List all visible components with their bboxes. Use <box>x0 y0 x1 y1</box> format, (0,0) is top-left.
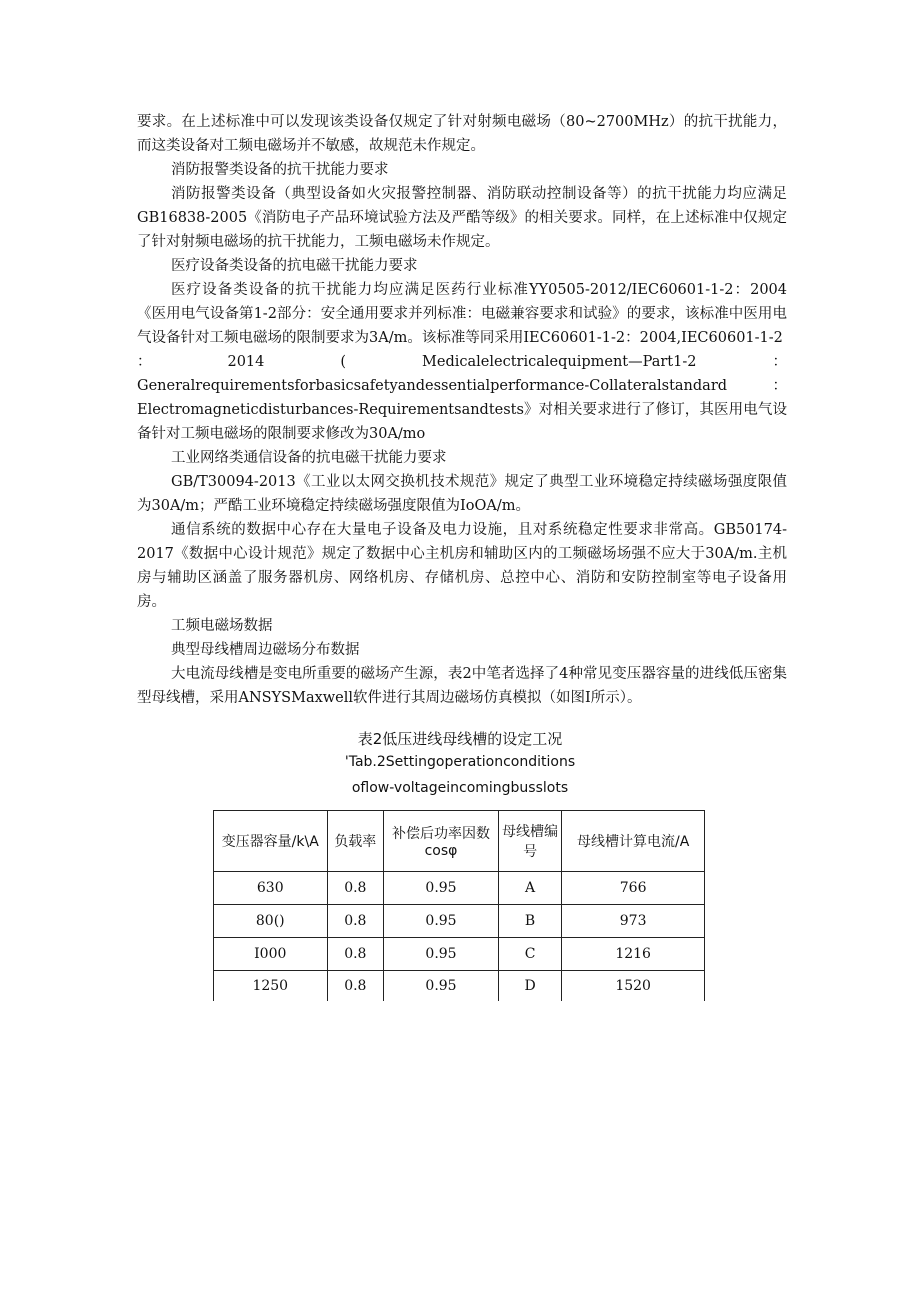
paragraph-data-center: 通信系统的数据中心存在大量电子设备及电力设施，且对系统稳定性要求非常高。GB50174-2017《数据中心设计规范》规定了数据中心主机房和辅助区内的工频磁场场强不应大于30A∕m.主机房与辅助区涵盖了服务器机房、网络机房、存储机房、总控中心、消防和安防控制室等电子设备用房。 <box>137 522 787 610</box>
paragraph-industrial-network: GB/T30094-2013《工业以太网交换机技术规范》规定了典型工业环境稳定持续磁场强度限值为30A/m；严酷工业环境稳定持续磁场强度限值为IoOA/m。 <box>137 474 787 514</box>
table-caption-cn: 表2低压进线母线槽的设定工况 <box>357 730 563 748</box>
table-cell: 0.95 <box>384 938 499 971</box>
table-cell: 0.95 <box>384 872 499 905</box>
table-cell: 766 <box>562 872 705 905</box>
paragraph-medical-end: Electromagneticdisturbances-Requirementsandtests》对相关要求进行了修订，其医用电气设备针对工频电磁场的限制要求修改为30A∕mo <box>137 402 787 442</box>
table-header: 母线槽编 号 <box>498 811 561 872</box>
table-cell: 0.8 <box>327 938 384 971</box>
table-cell: D <box>498 971 561 1002</box>
table-cell: 0.8 <box>327 872 384 905</box>
table-header: 负载率 <box>327 811 384 872</box>
heading-power-frequency-data: 工频电磁场数据 <box>171 618 273 634</box>
table-cell: 630 <box>214 872 328 905</box>
table-header: 母线槽计算电流/A <box>562 811 705 872</box>
table-header-row <box>214 811 705 872</box>
paragraph-busbar: 大电流母线槽是变电所重要的磁场产生源，表2中笔者选择了4种常见变压器容量的进线低压密集型母线槽，采用ANSYSMaxwell软件进行其周边磁场仿真模拟（如图I所示）。 <box>137 666 787 706</box>
table-cell: 1216 <box>562 938 705 971</box>
table-row <box>214 905 705 938</box>
table-row <box>214 971 705 1002</box>
paragraph-medical-line5: Generalrequirementsforbasicsafetyandessentialperformance-Collateralstandard ： <box>137 378 787 394</box>
busbar-conditions-table <box>213 810 705 1001</box>
table-caption-en-1: 'Tab.2Settingoperationconditions <box>344 754 576 770</box>
table-caption-en-2: oflow-voltageincomingbusslots <box>351 780 569 796</box>
heading-fire-alarm: 消防报警类设备的抗干扰能力要求 <box>171 162 389 178</box>
table-row <box>214 938 705 971</box>
table-cell: 0.8 <box>327 905 384 938</box>
table-cell: 973 <box>562 905 705 938</box>
table-row <box>214 872 705 905</box>
table-cell: B <box>498 905 561 938</box>
table-cell: 0.95 <box>384 905 499 938</box>
table-header: 补偿后功率因数 cosφ <box>384 811 499 872</box>
paragraph-radio-immunity: 要求。在上述标准中可以发现该类设备仅规定了针对射频电磁场（80~2700MHz）的抗干扰能力，而这类设备对工频电磁场并不敏感，故规范未作规定。 <box>137 114 787 154</box>
table-cell: 0.95 <box>384 971 499 1002</box>
heading-busbar-distribution: 典型母线槽周边磁场分布数据 <box>171 642 360 658</box>
table-cell: A <box>498 872 561 905</box>
paragraph-medical: 医疗设备类设备的抗干扰能力均应满足医药行业标准YY0505-2012/IEC60601-1-2：2004《医用电气设备第1-2部分：安全通用要求并列标准：电磁兼容要求和试验》的要求，该标准中医用电气设备针对工频电磁场的限制要求为3A/m。该标准等同采用IEC60601-1-2：2004,IEC60601-1-2 <box>137 282 787 346</box>
heading-industrial-network: 工业网络类通信设备的抗电磁干扰能力要求 <box>171 450 447 466</box>
table-cell: 1520 <box>562 971 705 1002</box>
table-cell: 1250 <box>214 971 328 1002</box>
table-cell: 80() <box>214 905 328 938</box>
table-cell: C <box>498 938 561 971</box>
table-cell: 0.8 <box>327 971 384 1002</box>
paragraph-medical-line4: ： 2014 ( Medicalelectricalequipment—Part1-2 ： <box>137 354 787 370</box>
table-header: 变压器容量/k\A <box>214 811 328 872</box>
table-cell: I000 <box>214 938 328 971</box>
heading-medical: 医疗设备类设备的抗电磁干扰能力要求 <box>171 258 418 274</box>
paragraph-fire-alarm: 消防报警类设备（典型设备如火灾报警控制器、消防联动控制设备等）的抗干扰能力均应满足GB16838-2005《消防电子产品环境试验方法及严酷等级》的相关要求。同样，在上述标准中仅规定了针对射频电磁场的抗干扰能力，工频电磁场未作规定。 <box>137 186 787 250</box>
